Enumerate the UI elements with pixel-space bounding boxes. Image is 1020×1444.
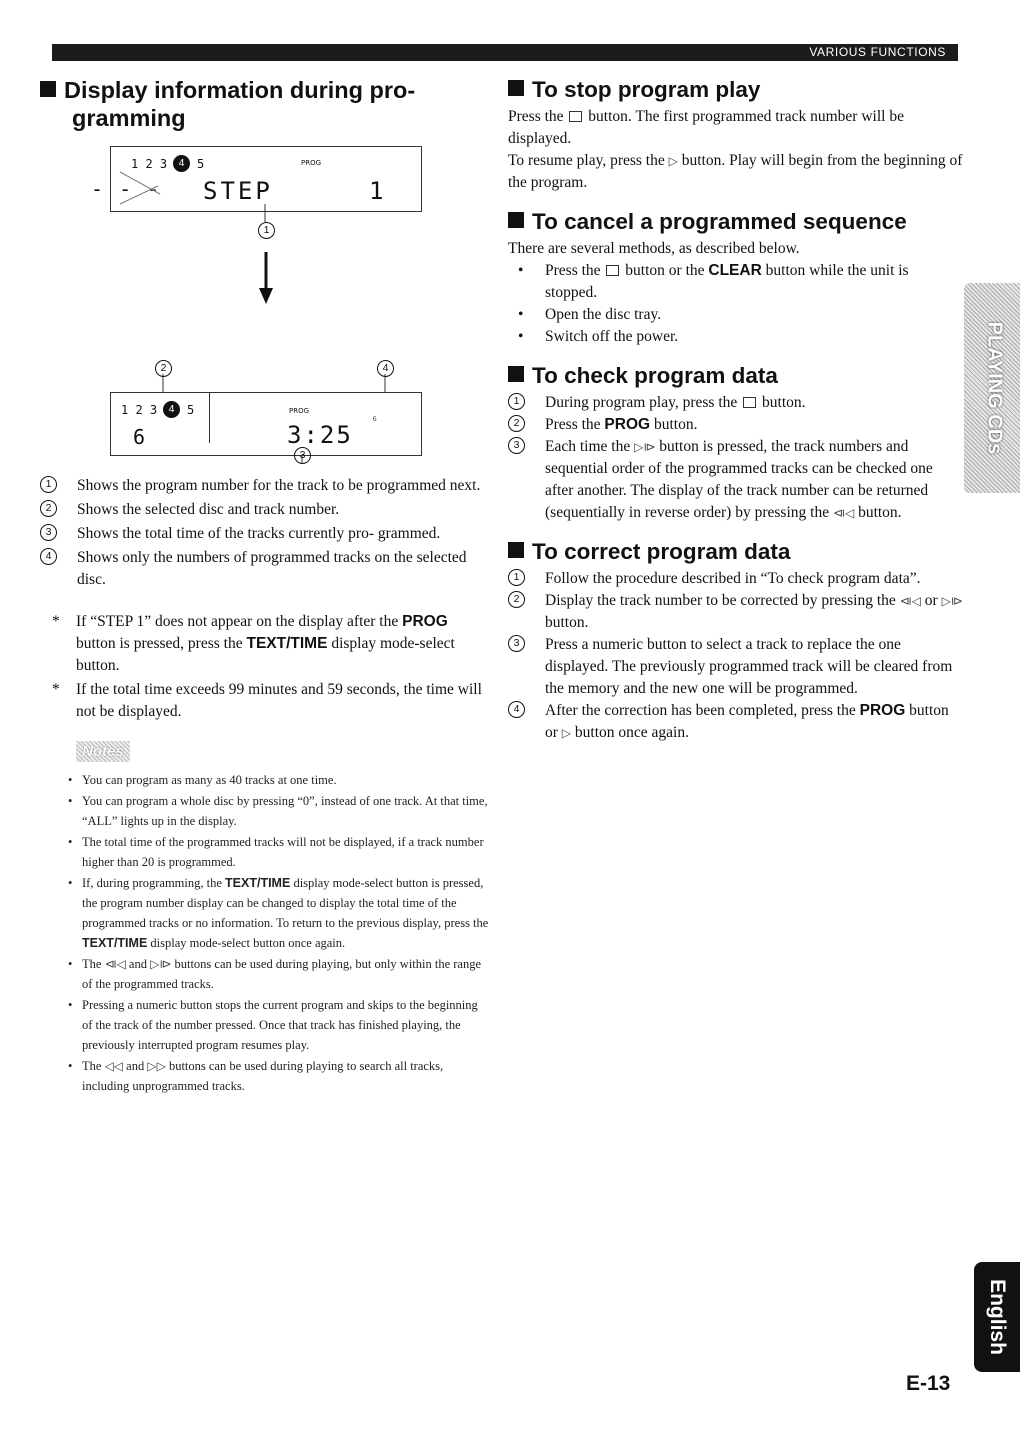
callout-3: 3 xyxy=(294,447,311,464)
square-bullet-icon xyxy=(40,81,56,97)
notes-list xyxy=(40,770,490,1096)
asterisk-note-1: * If “STEP 1” does not appear on the display after the PROG button is pressed, press the TEXT/TIME display mode-select button. xyxy=(52,613,455,674)
prog-indicator: PROG xyxy=(301,159,322,167)
english-tab xyxy=(974,1262,1020,1372)
check-step-1: 1 During program play, press the button. xyxy=(508,392,963,414)
disc-separator xyxy=(209,393,210,443)
cancel-method-3: • Switch off the power. xyxy=(518,328,679,345)
section-title: VARIOUS FUNCTIONS xyxy=(809,45,946,59)
description-item-2: 2 Shows the selected disc and track number. xyxy=(40,499,490,521)
total-time: 3:25 xyxy=(287,421,353,449)
cancel-program-heading: To cancel a programmed sequence xyxy=(508,208,963,236)
notes-label: Notes xyxy=(76,741,130,762)
english-label: English xyxy=(986,1279,1009,1355)
skip-back-icon: ⧏◁ xyxy=(104,957,126,971)
left-column xyxy=(40,76,490,1096)
correct-step-3: 3 Press a numeric button to select a track to replace the one displayed. The previously programmed track will be cleared from the memory and the new one will be programmed. xyxy=(508,634,963,700)
square-bullet-icon xyxy=(508,80,524,96)
correct-step-2: 2 Display the track number to be corrected by pressing the ⧏◁ or ▷⧐ button. xyxy=(508,590,963,634)
check-step-3: 3 Each time the ▷⧐ button is pressed, the track numbers and sequential order of the programmed tracks can be checked one after another. The display of the track number can be returned (sequentially in reverse order) by pressing the ⧏◁ button. xyxy=(508,436,963,524)
callout-descriptions xyxy=(40,475,490,591)
stop-icon xyxy=(569,111,582,122)
asterisk-note-2: * If the total time exceeds 99 minutes and 59 seconds, the time will not be displayed. xyxy=(52,681,482,720)
callout-2: 2 xyxy=(155,360,172,377)
track-digit-5: 5 xyxy=(197,157,205,171)
search-forward-icon: ▷▷ xyxy=(147,1059,166,1073)
dash-segments: - - - xyxy=(91,177,162,201)
cancel-intro: There are several methods, as described below. xyxy=(508,240,800,257)
note-item: • The ⧏◁ and ▷⧐ buttons can be used during playing, but only within the range of the programmed tracks. xyxy=(68,957,482,991)
stop-icon xyxy=(606,265,619,276)
note-item: • The total time of the programmed tracks will not be displayed, if a track number higher than 20 is programmed. xyxy=(68,835,484,869)
stop-paragraph-1: Press the button. The first programmed track number will be displayed. xyxy=(508,108,904,147)
note-item: • You can program a whole disc by pressing “0”, instead of one track. At that time, “ALL” lights up in the display. xyxy=(68,794,488,828)
skip-back-icon: ⧏◁ xyxy=(832,506,855,520)
note-item: • If, during programming, the TEXT/TIME display mode-select button is pressed, the program number display can be changed to display the total time of the programmed tracks or no information. To return to the previous display, press the TEXT/TIME display mode-select button once again. xyxy=(68,876,489,950)
stop-program-heading: To stop program play xyxy=(508,76,963,104)
cancel-method-2: • Open the disc tray. xyxy=(518,306,662,323)
stop-icon xyxy=(743,397,756,408)
small-track-number: 6 xyxy=(373,415,377,423)
disc-number: 6 xyxy=(133,425,146,449)
circled-digit: 4 xyxy=(173,155,190,172)
skip-back-icon: ⧏◁ xyxy=(899,594,921,608)
track-digits: 1 2 3 xyxy=(131,157,168,171)
note-item: • Pressing a numeric button stops the current program and skips to the beginning of the track of the number pressed. Once that track has finished playing, the previously interrupted program resumes play. xyxy=(68,998,478,1052)
search-back-icon: ◁◁ xyxy=(104,1059,124,1073)
cancel-method-1: • Press the button or the CLEAR button while the unit is stopped. xyxy=(518,262,909,301)
description-item-4: 4 Shows only the numbers of programmed tracks on the selected disc. xyxy=(40,547,490,591)
track-digit-5b: 5 xyxy=(187,403,195,417)
display-info-heading: Display information during pro- gramming xyxy=(40,76,490,132)
step-number: 1 xyxy=(369,177,384,205)
description-item-1: 1 Shows the program number for the track to be programmed next. xyxy=(40,475,490,497)
correct-program-heading: To correct program data xyxy=(508,538,963,566)
correct-step-4: 4 After the correction has been completed, press the PROG button or ▷ button once again. xyxy=(508,700,963,744)
skip-forward-icon: ▷⧐ xyxy=(941,594,963,608)
section-header-bar xyxy=(52,44,958,61)
display-diagram xyxy=(40,142,490,467)
note-item: • You can program as many as 40 tracks at one time. xyxy=(68,773,337,787)
callout-4: 4 xyxy=(377,360,394,377)
circled-digit-2: 4 xyxy=(163,401,180,418)
right-column xyxy=(508,76,963,744)
correct-step-1: 1 Follow the procedure described in “To check program data”. xyxy=(508,568,963,590)
check-step-2: 2 Press the PROG button. xyxy=(508,414,963,436)
note-item: • The ◁◁ and ▷▷ buttons can be used during playing to search all tracks, including unprogrammed tracks. xyxy=(68,1059,444,1093)
prog-indicator-2: PROG xyxy=(289,407,310,415)
step-text: STEP xyxy=(203,177,273,205)
play-icon: ▷ xyxy=(561,726,572,740)
playing-cds-label: PLAYING CDs xyxy=(983,321,1006,455)
skip-forward-icon: ▷⧐ xyxy=(634,440,656,454)
stop-paragraph-2: To resume play, press the ▷ button. Play will begin from the beginning of the program. xyxy=(508,152,963,191)
square-bullet-icon xyxy=(508,212,524,228)
square-bullet-icon xyxy=(508,366,524,382)
check-program-heading: To check program data xyxy=(508,362,963,390)
callout-1: 1 xyxy=(258,222,275,239)
skip-forward-icon: ▷⧐ xyxy=(150,957,172,971)
description-item-3: 3 Shows the total time of the tracks currently pro- grammed. xyxy=(40,523,490,545)
page-number: E-13 xyxy=(906,1372,951,1395)
playing-cds-tab xyxy=(964,283,1020,493)
track-digits-2: 1 2 3 xyxy=(121,403,158,417)
play-icon: ▷ xyxy=(668,154,678,168)
square-bullet-icon xyxy=(508,542,524,558)
lcd-display-time xyxy=(110,392,422,456)
